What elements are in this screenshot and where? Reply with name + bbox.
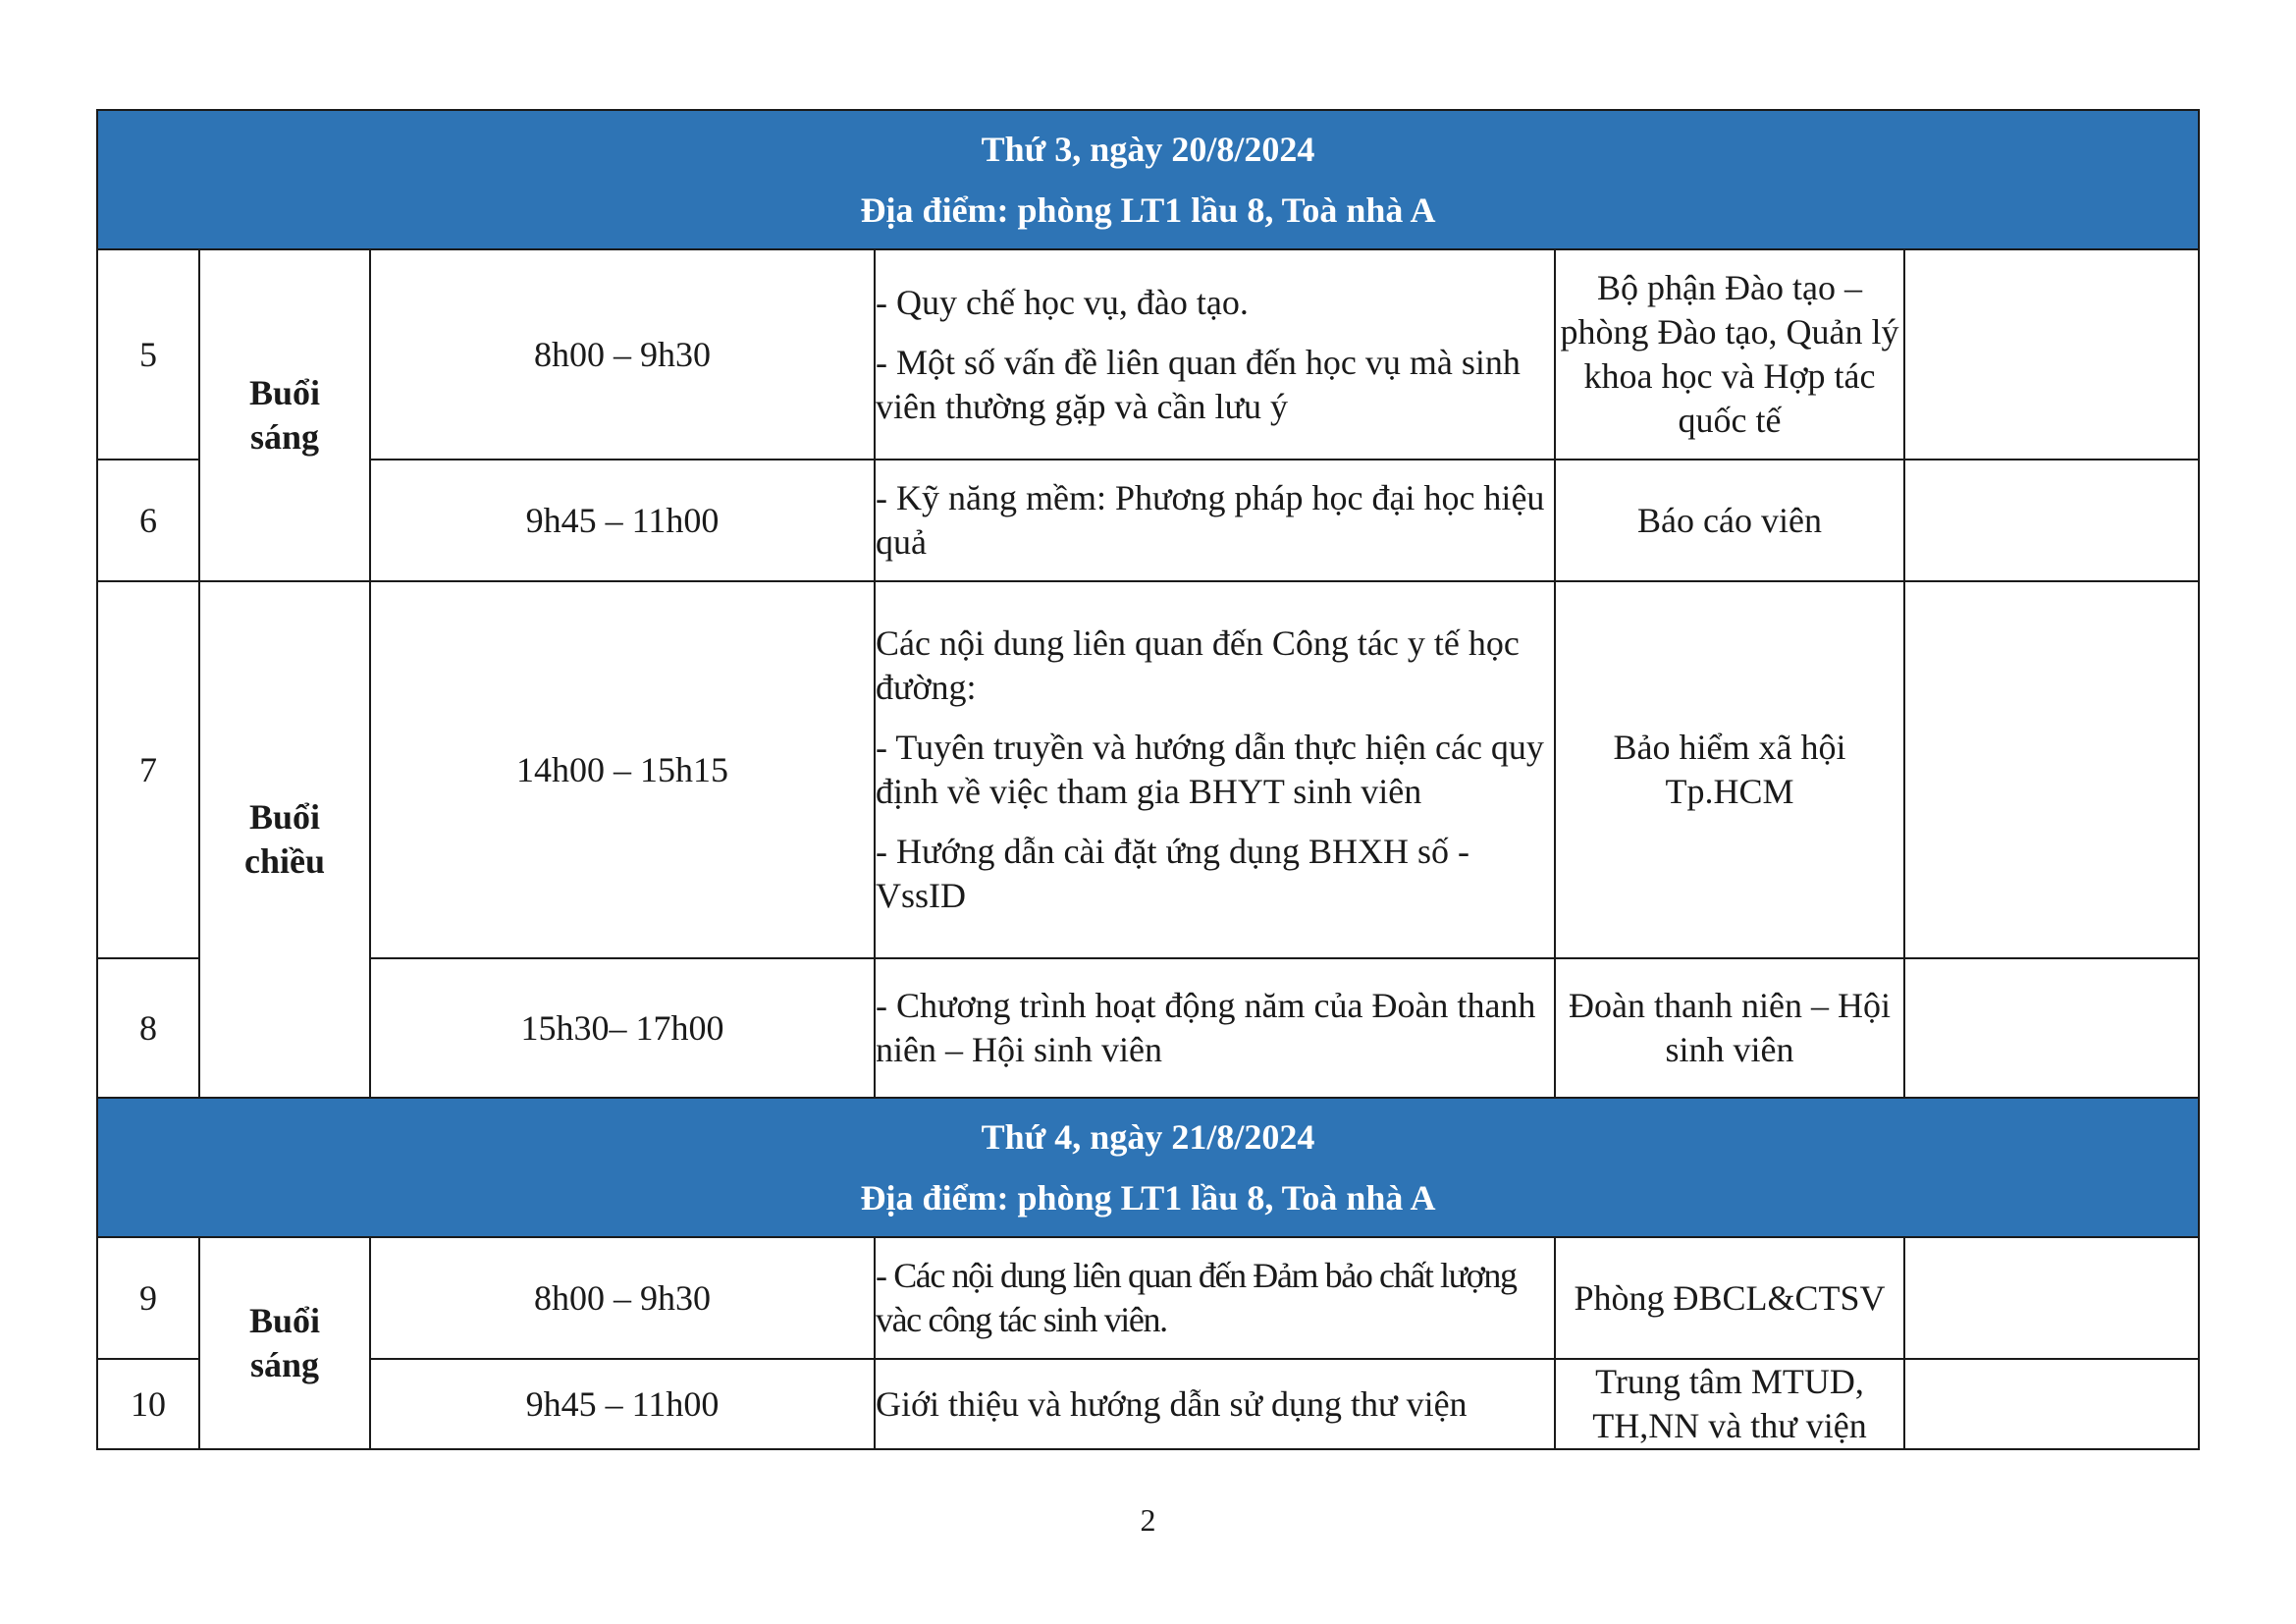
day-title: Thứ 4, ngày 21/8/2024 [981, 1117, 1315, 1157]
time-slot: 8h00 – 9h30 [370, 249, 875, 460]
content-cell [875, 460, 1555, 581]
organizer-cell: Bảo hiểm xã hội Tp.HCM [1555, 581, 1904, 958]
content-cell [875, 1359, 1555, 1449]
item-number: 5 [97, 249, 199, 460]
item-number: 6 [97, 460, 199, 581]
time-slot: 14h00 – 15h15 [370, 581, 875, 958]
page-number: 2 [1140, 1502, 1156, 1538]
content-cell [875, 249, 1555, 460]
time-slot: 8h00 – 9h30 [370, 1237, 875, 1359]
time-slot: 9h45 – 11h00 [370, 1359, 875, 1449]
session-label: sáng [249, 417, 320, 457]
table-row [97, 581, 2199, 958]
note-cell [1904, 460, 2199, 581]
content-line: Các nội dung liên quan đến Công tác y tế học đường: [876, 623, 1520, 707]
item-number: 9 [97, 1237, 199, 1359]
content-line: - Tuyên truyền và hướng dẫn thực hiện các quy định về việc tham gia BHYT sinh viên [876, 728, 1544, 811]
content-cell [875, 1237, 1555, 1359]
table-row [97, 958, 2199, 1098]
table-row [97, 249, 2199, 460]
note-cell [1904, 249, 2199, 460]
day-header-row [97, 110, 2199, 249]
organizer-cell: Bộ phận Đào tạo – phòng Đào tạo, Quản lý khoa học và Hợp tác quốc tế [1555, 249, 1904, 460]
session-label: Buổi [248, 1301, 321, 1340]
day-header-row [97, 1098, 2199, 1237]
organizer-cell: Trung tâm MTUD, TH,NN và thư viện [1555, 1359, 1904, 1449]
note-cell [1904, 1359, 2199, 1449]
content-line: - Kỹ năng mềm: Phương pháp học đại học hiệu quả [876, 478, 1545, 562]
time-slot: 9h45 – 11h00 [370, 460, 875, 581]
day-location: Địa điểm: phòng LT1 lầu 8, Toà nhà A [860, 1178, 1436, 1218]
day-title: Thứ 3, ngày 20/8/2024 [981, 130, 1315, 169]
table-row [97, 460, 2199, 581]
note-cell [1904, 581, 2199, 958]
content-line: Giới thiệu và hướng dẫn sử dụng thư viện [876, 1383, 1468, 1424]
table-row [97, 1359, 2199, 1449]
session-label: Buổi [248, 373, 321, 412]
organizer-cell: Phòng ĐBCL&CTSV [1555, 1237, 1904, 1359]
day-header [97, 1098, 2199, 1237]
content-cell [875, 958, 1555, 1098]
content-line: - Chương trình hoạt động năm của Đoàn thanh niên – Hội sinh viên [876, 986, 1536, 1069]
session-cell [199, 249, 370, 581]
organizer-cell: Đoàn thanh niên – Hội sinh viên [1555, 958, 1904, 1098]
session-label: chiều [243, 841, 325, 881]
note-cell [1904, 958, 2199, 1098]
schedule-table [96, 109, 2200, 1450]
item-number: 10 [97, 1359, 199, 1449]
content-line: - Một số vấn đề liên quan đến học vụ mà sinh viên thường gặp và cần lưu ý [876, 342, 1521, 426]
organizer-cell: Báo cáo viên [1555, 460, 1904, 581]
session-label: sáng [249, 1345, 320, 1384]
note-cell [1904, 1237, 2199, 1359]
content-line: - Các nội dung liên quan đến Đảm bảo chất lượng vàc công tác sinh viên. [876, 1256, 1517, 1339]
table-row [97, 1237, 2199, 1359]
session-cell [199, 1237, 370, 1449]
item-number: 7 [97, 581, 199, 958]
session-label: Buổi [248, 797, 321, 837]
content-line: - Hướng dẫn cài đặt ứng dụng BHXH số - VssID [876, 832, 1469, 915]
content-cell [875, 581, 1555, 958]
content-line: - Quy chế học vụ, đào tạo. [876, 282, 1249, 322]
time-slot: 15h30– 17h00 [370, 958, 875, 1098]
day-header [97, 110, 2199, 249]
item-number: 8 [97, 958, 199, 1098]
session-cell [199, 581, 370, 1098]
day-location: Địa điểm: phòng LT1 lầu 8, Toà nhà A [860, 190, 1436, 230]
